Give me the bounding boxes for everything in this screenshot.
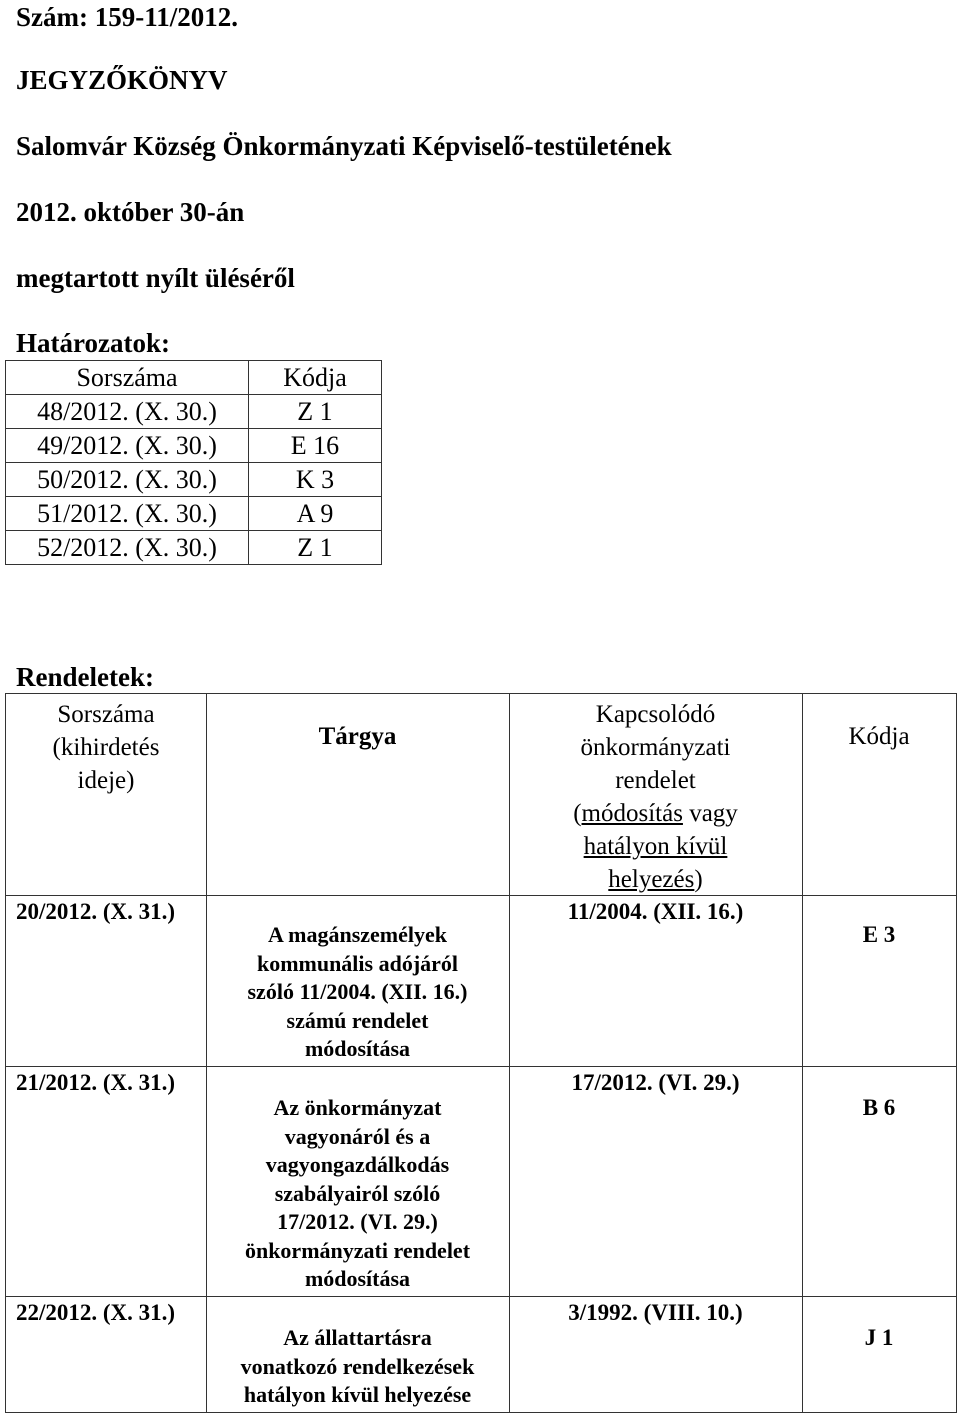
rendeletek-table [5,693,957,1413]
targy-line: számú rendelet [286,1007,429,1033]
row2-sorszam: 21/2012. (X. 31.) [16,1070,176,1095]
cell-sorszam: 50/2012. (X. 30.) [6,463,249,497]
vagy-text: vagy [682,800,738,827]
header-kapcsolodo [509,698,802,896]
targy-line: vagyonáról és a [284,1123,431,1149]
header-sorszama [6,698,206,797]
council-name: Salomvár Község Önkormányzati Képviselő-testületének [16,131,672,161]
targy-line: módosítása [304,1036,411,1061]
meeting-type: megtartott nyílt üléséről [16,263,295,293]
targy-line: módosítása [304,1266,411,1291]
cell-kod: K 3 [249,463,382,497]
cell-kod: Z 1 [249,395,382,429]
cell-kod: A 9 [249,497,382,531]
cell-sorszam: 52/2012. (X. 30.) [6,531,249,565]
column-divider [802,694,803,1412]
header-line [509,863,802,896]
header-line: Kapcsolódó [595,701,716,728]
modositas-text: módosítás [581,800,683,827]
row1-kod: E 3 [862,922,896,947]
row-divider [6,895,956,896]
targy-line: Az állattartásra [283,1325,432,1350]
hatarozatok-table [5,360,382,565]
document-title: JEGYZŐKÖNYV [16,65,228,95]
targy-line: 17/2012. (VI. 29.) [277,1209,438,1234]
targy-line: szóló 11/2004. (XII. 16.) [247,979,468,1004]
row2-targy [206,1094,509,1294]
paren: ( [573,800,582,827]
row2-kapcsolodo: 17/2012. (VI. 29.) [571,1070,740,1095]
targy-line: szabályairól szóló [274,1180,441,1206]
table-row [6,429,382,463]
hatalyon-text: hatályon kívül [583,833,728,860]
targy-line: hatályon kívül helyezése [243,1382,472,1407]
table-header-row [6,361,382,395]
header-sorszama: Sorszáma [6,361,249,395]
cell-kod: E 16 [249,429,382,463]
cell-sorszam: 49/2012. (X. 30.) [6,429,249,463]
table-row [6,497,382,531]
hatarozatok-label: Határozatok: [16,328,170,358]
rendeletek-label: Rendeletek: [16,662,154,692]
table-row [6,463,382,497]
header-line: Sorszáma [57,701,155,728]
header-kodja: Kódja [848,723,910,750]
cell-sorszam: 51/2012. (X. 30.) [6,497,249,531]
cell-kod: Z 1 [249,531,382,565]
table-row [6,531,382,565]
paren: ) [694,866,703,893]
header-line [509,797,802,830]
document-number: Szám: 159-11/2012. [16,2,238,32]
targy-line: kommunális adójáról [256,950,459,976]
header-line: (kihirdetés [52,734,160,761]
row3-kod: J 1 [864,1325,894,1350]
table-row [6,395,382,429]
row1-kapcsolodo: 11/2004. (XII. 16.) [567,899,744,924]
row3-kapcsolodo: 3/1992. (VIII. 10.) [568,1300,743,1325]
row1-targy [206,921,509,1064]
row3-sorszam: 22/2012. (X. 31.) [16,1300,176,1325]
cell-sorszam: 48/2012. (X. 30.) [6,395,249,429]
row1-sorszam: 20/2012. (X. 31.) [16,899,176,924]
header-line: önkormányzati [580,734,731,761]
row3-targy [206,1324,509,1410]
targy-line: vagyongazdálkodás [265,1152,450,1177]
targy-line: Az önkormányzat [273,1095,442,1120]
meeting-date: 2012. október 30-án [16,197,245,227]
header-line: rendelet [615,767,696,794]
targy-line: önkormányzati rendelet [244,1237,471,1263]
targy-line: A magánszemélyek [267,922,448,947]
row-divider [6,1296,956,1297]
row-divider [6,1066,956,1067]
header-targya: Tárgya [318,723,397,750]
header-kodja: Kódja [249,361,382,395]
targy-line: vonatkozó rendelkezések [240,1353,475,1379]
row2-kod: B 6 [862,1095,896,1120]
helyezes-text: helyezés [608,866,695,893]
header-line: ideje) [77,767,135,794]
